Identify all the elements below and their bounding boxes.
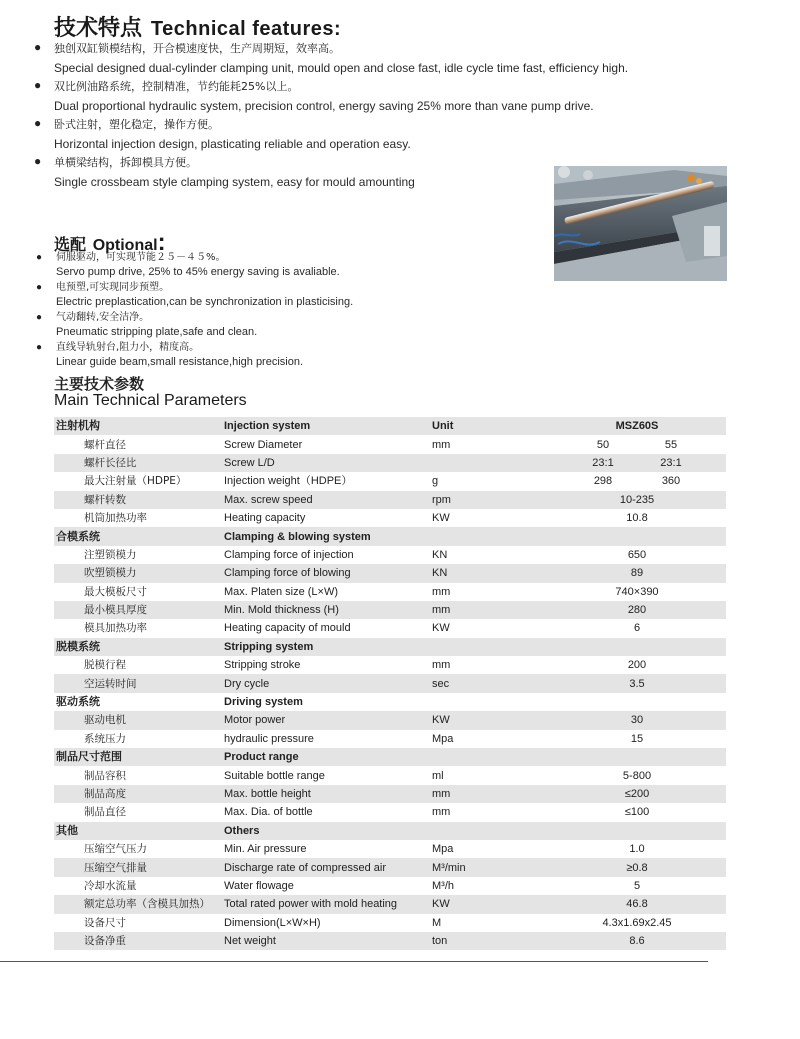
param-name-zh: 吹塑锁模力	[54, 564, 224, 582]
param-value-item: 3.5	[629, 677, 645, 690]
param-value	[548, 417, 726, 435]
optional-list	[36, 251, 536, 371]
param-unit: Unit	[432, 417, 548, 435]
param-name-en: Stripping stroke	[224, 656, 432, 674]
machine-photo	[554, 166, 727, 281]
param-value-item: 740×390	[615, 585, 659, 598]
param-value-item: 298	[593, 475, 613, 488]
features-title-zh: 技术特点	[54, 16, 143, 41]
param-unit	[432, 638, 548, 656]
params-title-zh: 主要技术参数	[54, 375, 145, 393]
param-unit: mm	[432, 435, 548, 453]
params-title-en: Main Technical Parameters	[54, 392, 247, 409]
param-name-zh: 注塑锁模力	[54, 546, 224, 564]
param-name-zh: 螺杆直径	[54, 435, 224, 453]
param-value-item: MSZ60S	[615, 420, 659, 433]
param-value-item: 23:1	[660, 456, 682, 469]
param-name-en: Dimension(L×W×H)	[224, 914, 432, 932]
param-name-zh: 最大模板尺寸	[54, 583, 224, 601]
bullet-icon: ●	[34, 78, 42, 92]
param-value-item: 360	[661, 475, 681, 488]
param-name-zh: 冷却水流量	[54, 877, 224, 895]
param-value-item: ≤100	[624, 806, 650, 819]
param-name-zh: 设备净重	[54, 932, 224, 950]
param-unit: M³/h	[432, 877, 548, 895]
param-unit: ton	[432, 932, 548, 950]
param-value	[548, 454, 726, 472]
param-name-en: Injection system	[224, 417, 432, 435]
optional-text-zh: 气动翻转,安全洁净。	[56, 312, 150, 323]
param-value	[548, 730, 726, 748]
optional-item	[36, 311, 536, 339]
param-value	[548, 895, 726, 913]
param-name-en: Product range	[224, 748, 432, 766]
param-value-item: 46.8	[626, 898, 648, 911]
param-value	[548, 472, 726, 490]
param-name-en: Others	[224, 822, 432, 840]
param-name-en: Total rated power with mold heating	[224, 895, 432, 913]
param-row	[54, 914, 726, 932]
param-unit: KN	[432, 546, 548, 564]
param-value-item: 30	[630, 714, 644, 727]
param-unit: ml	[432, 766, 548, 784]
param-value-item: 650	[627, 548, 647, 561]
param-name-en: hydraulic pressure	[224, 730, 432, 748]
param-name-en: Driving system	[224, 693, 432, 711]
param-name-zh: 系统压力	[54, 730, 224, 748]
param-value	[548, 877, 726, 895]
param-name-en: Net weight	[224, 932, 432, 950]
param-name-zh: 制品直径	[54, 803, 224, 821]
param-value	[548, 711, 726, 729]
param-name-zh: 模具加热功率	[54, 619, 224, 637]
param-value	[548, 491, 726, 509]
param-value	[548, 914, 726, 932]
param-name-en: Max. Dia. of bottle	[224, 803, 432, 821]
param-group-row	[54, 638, 726, 656]
footer-divider	[0, 961, 708, 962]
optional-item	[36, 251, 536, 279]
param-value	[548, 638, 726, 656]
param-value	[548, 527, 726, 545]
param-name-zh: 机筒加热功率	[54, 509, 224, 527]
optional-title-zh: 选配	[54, 235, 87, 254]
param-unit: Mpa	[432, 840, 548, 858]
param-value	[548, 693, 726, 711]
param-row	[54, 877, 726, 895]
param-name-en: Motor power	[224, 711, 432, 729]
param-name-zh: 螺杆长径比	[54, 454, 224, 472]
param-value	[548, 583, 726, 601]
param-value-item: 5	[633, 879, 641, 892]
optional-text-zh: 电预塑,可实现同步预塑。	[56, 282, 170, 293]
param-group-row	[54, 822, 726, 840]
param-value	[548, 656, 726, 674]
param-name-zh: 螺杆转数	[54, 491, 224, 509]
param-row	[54, 674, 726, 692]
param-row	[54, 509, 726, 527]
feature-text-zh: 双比例油路系统，控制精准，节约能耗25%以上。	[54, 80, 299, 93]
bullet-icon: ●	[36, 252, 43, 263]
param-value-item: 280	[627, 604, 647, 617]
param-name-zh: 设备尺寸	[54, 914, 224, 932]
param-value-item: 4.3x1.69x2.45	[602, 916, 672, 929]
param-value-item: 89	[630, 567, 644, 580]
param-row	[54, 803, 726, 821]
param-name-en: Clamping & blowing system	[224, 527, 432, 545]
param-name-zh: 制品高度	[54, 785, 224, 803]
param-value	[548, 785, 726, 803]
param-unit: sec	[432, 674, 548, 692]
feature-item	[34, 40, 674, 78]
param-name-en: Screw L/D	[224, 454, 432, 472]
param-name-en: Screw Diameter	[224, 435, 432, 453]
param-name-zh: 空运转时间	[54, 674, 224, 692]
param-unit: KW	[432, 895, 548, 913]
param-value	[548, 619, 726, 637]
param-unit: mm	[432, 601, 548, 619]
param-group-row	[54, 417, 726, 435]
param-row	[54, 491, 726, 509]
param-row	[54, 601, 726, 619]
param-row	[54, 766, 726, 784]
feature-text-zh: 卧式注射，塑化稳定，操作方便。	[54, 118, 219, 131]
param-name-en: Min. Air pressure	[224, 840, 432, 858]
param-row	[54, 619, 726, 637]
feature-text-en: Single crossbeam style clamping system, easy for mould amounting	[54, 175, 415, 189]
param-name-zh: 额定总功率（含模具加热）	[54, 895, 224, 913]
param-value	[548, 601, 726, 619]
param-unit	[432, 748, 548, 766]
param-row	[54, 730, 726, 748]
optional-text-en: Servo pump drive, 25% to 45% energy saving is avaliable.	[56, 266, 340, 278]
param-name-en: Heating capacity of mould	[224, 619, 432, 637]
feature-text-en: Dual proportional hydraulic system, precision control, energy saving 25% more than vane pump drive.	[54, 99, 594, 113]
param-name-zh: 其他	[54, 822, 224, 840]
param-name-zh: 脱模行程	[54, 656, 224, 674]
bullet-icon: ●	[34, 40, 42, 54]
param-name-zh: 合模系统	[54, 527, 224, 545]
param-unit: KW	[432, 509, 548, 527]
param-value	[548, 803, 726, 821]
param-value	[548, 509, 726, 527]
param-value-item: 200	[627, 659, 647, 672]
param-row	[54, 895, 726, 913]
bullet-icon: ●	[36, 282, 43, 293]
optional-text-en: Linear guide beam,small resistance,high precision.	[56, 356, 304, 368]
param-unit: KW	[432, 711, 548, 729]
param-row	[54, 435, 726, 453]
param-row	[54, 546, 726, 564]
param-unit: g	[432, 472, 548, 490]
param-name-en: Max. Platen size (L×W)	[224, 583, 432, 601]
param-unit: mm	[432, 583, 548, 601]
param-value-item: 50	[596, 438, 610, 451]
param-value	[548, 858, 726, 876]
param-group-row	[54, 527, 726, 545]
bullet-icon: ●	[36, 342, 43, 353]
param-unit	[432, 693, 548, 711]
param-value-item: ≥0.8	[626, 861, 648, 874]
param-value-item: 8.6	[629, 935, 645, 948]
features-title-en: Technical features	[150, 18, 335, 40]
param-value	[548, 766, 726, 784]
optional-item	[36, 341, 536, 369]
param-name-zh: 最大注射量（HDPE）	[54, 472, 224, 490]
optional-text-en: Pneumatic stripping plate,safe and clean.	[56, 326, 258, 338]
param-value	[548, 840, 726, 858]
param-name-en: Min. Mold thickness (H)	[224, 601, 432, 619]
param-unit	[432, 454, 548, 472]
param-unit: mm	[432, 803, 548, 821]
param-value	[548, 546, 726, 564]
param-name-zh: 制品尺寸范围	[54, 748, 224, 766]
param-unit: Mpa	[432, 730, 548, 748]
param-row	[54, 840, 726, 858]
param-value-item: 55	[664, 438, 678, 451]
param-group-row	[54, 748, 726, 766]
param-name-en: Injection weight（HDPE）	[224, 472, 432, 490]
param-name-zh: 压缩空气压力	[54, 840, 224, 858]
param-value-item: 23:1	[592, 456, 614, 469]
param-value	[548, 674, 726, 692]
param-name-zh: 注射机构	[54, 417, 224, 435]
feature-item	[34, 78, 674, 116]
param-value	[548, 932, 726, 950]
param-name-en: Max. bottle height	[224, 785, 432, 803]
param-row	[54, 656, 726, 674]
param-name-en: Clamping force of blowing	[224, 564, 432, 582]
param-name-en: Heating capacity	[224, 509, 432, 527]
bullet-icon: ●	[34, 116, 42, 130]
param-value-item: 10-235	[619, 493, 655, 506]
param-value	[548, 748, 726, 766]
param-unit: M³/min	[432, 858, 548, 876]
param-row	[54, 454, 726, 472]
param-value-item: 6	[633, 622, 641, 635]
param-name-zh: 驱动电机	[54, 711, 224, 729]
param-value	[548, 435, 726, 453]
param-name-zh: 压缩空气排量	[54, 858, 224, 876]
feature-text-en: Special designed dual-cylinder clamping unit, mould open and close fast, idle cycle time fast, efficiency high.	[54, 61, 629, 75]
param-row	[54, 472, 726, 490]
optional-text-zh: 直线导轨射台,阻力小，精度高。	[56, 342, 200, 353]
parameters-table-body	[54, 417, 726, 950]
feature-text-zh: 独创双缸锁模结构，开合模速度快，生产周期短，效率高。	[54, 42, 340, 55]
param-row	[54, 564, 726, 582]
param-unit: mm	[432, 785, 548, 803]
param-unit: rpm	[432, 491, 548, 509]
param-row	[54, 858, 726, 876]
param-name-en: Stripping system	[224, 638, 432, 656]
feature-item	[34, 116, 674, 154]
parameters-table	[54, 417, 726, 950]
param-name-en: Water flowage	[224, 877, 432, 895]
param-name-zh: 脱模系统	[54, 638, 224, 656]
param-unit: mm	[432, 656, 548, 674]
param-name-en: Discharge rate of compressed air	[224, 858, 432, 876]
features-title-colon: :	[334, 18, 341, 40]
optional-text-en: Electric preplastication,can be synchronization in plasticising.	[56, 296, 354, 308]
param-value-item: 15	[630, 732, 644, 745]
param-name-zh: 制品容积	[54, 766, 224, 784]
param-value-item: 5-800	[622, 769, 652, 782]
bullet-icon: ●	[36, 312, 43, 323]
optional-title-colon: :	[157, 229, 166, 256]
param-name-en: Suitable bottle range	[224, 766, 432, 784]
optional-title-en: Optional	[92, 237, 158, 254]
optional-text-zh: 伺服驱动，可实现节能２５－４５%。	[56, 252, 226, 263]
param-value	[548, 822, 726, 840]
param-name-en: Clamping force of injection	[224, 546, 432, 564]
param-value	[548, 564, 726, 582]
bullet-icon: ●	[34, 154, 42, 168]
optional-item	[36, 281, 536, 309]
param-group-row	[54, 693, 726, 711]
param-unit	[432, 822, 548, 840]
param-unit: M	[432, 914, 548, 932]
param-unit	[432, 527, 548, 545]
feature-text-en: Horizontal injection design, plasticating reliable and operation easy.	[54, 137, 411, 151]
param-name-zh: 驱动系统	[54, 693, 224, 711]
param-value-item: 10.8	[626, 512, 648, 525]
param-name-en: Max. screw speed	[224, 491, 432, 509]
param-row	[54, 932, 726, 950]
param-row	[54, 785, 726, 803]
param-name-zh: 最小模具厚度	[54, 601, 224, 619]
feature-text-zh: 单横梁结构，拆卸模具方便。	[54, 156, 197, 169]
param-row	[54, 583, 726, 601]
param-unit: KW	[432, 619, 548, 637]
param-unit: KN	[432, 564, 548, 582]
features-title	[54, 6, 341, 43]
param-row	[54, 711, 726, 729]
param-value-item: ≤200	[624, 788, 650, 800]
param-value-item: 1.0	[629, 843, 645, 856]
param-name-en: Dry cycle	[224, 674, 432, 692]
